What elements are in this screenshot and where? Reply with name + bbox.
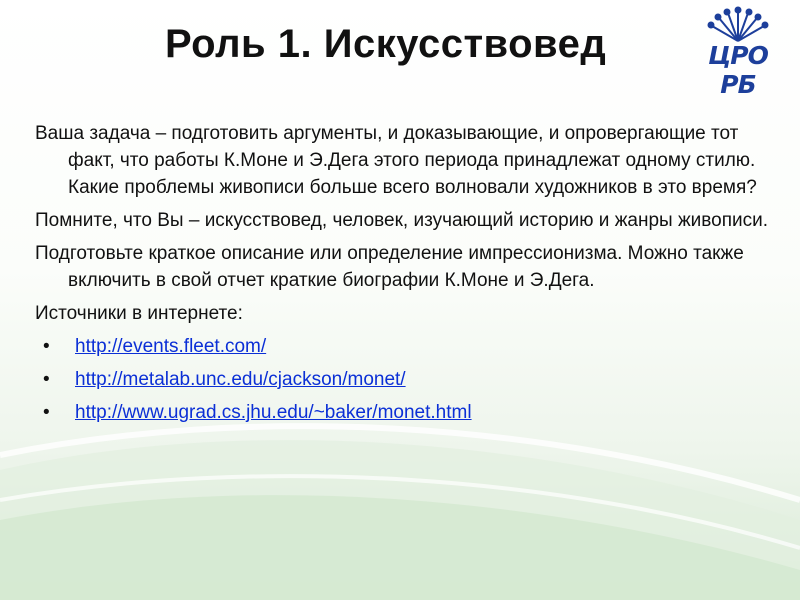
source-links-list xyxy=(35,333,775,426)
source-link-jhu[interactable]: http://www.ugrad.cs.jhu.edu/~baker/monet.html xyxy=(75,402,472,423)
slide-title: Роль 1. Искусствовед xyxy=(165,22,607,66)
source-link-events-fleet[interactable]: http://events.fleet.com/ xyxy=(75,336,267,357)
reminder-paragraph: Помните, что Вы – искусствовед, человек, изучающий историю и жанры живописи. xyxy=(35,210,769,231)
logo-text: ЦРО РБ xyxy=(708,41,768,99)
task-paragraph: Ваша задача – подготовить аргументы, и доказывающие, и опровергающие тот факт, что работы К.Моне и Э.Дега этого периода принадлежат одному стилю. Какие проблемы живописи больше всего волновали художников в это время? xyxy=(35,123,757,198)
list-item xyxy=(35,366,775,393)
list-item xyxy=(35,333,775,360)
instructions-paragraph: Подготовьте краткое описание или определение импрессионизма. Можно также включить в свой отчет краткие биографии К.Моне и Э.Дега. xyxy=(35,243,744,291)
list-item xyxy=(35,399,775,426)
bullet-icon: • xyxy=(43,369,50,390)
organization-logo xyxy=(690,5,786,99)
logo-sunburst-icon xyxy=(690,5,786,45)
slide-body xyxy=(35,120,775,432)
source-link-metalab[interactable]: http://metalab.unc.edu/cjackson/monet/ xyxy=(75,369,406,390)
bullet-icon: • xyxy=(43,402,50,423)
bullet-icon: • xyxy=(43,336,50,357)
sources-heading: Источники в интернете: xyxy=(35,303,243,324)
